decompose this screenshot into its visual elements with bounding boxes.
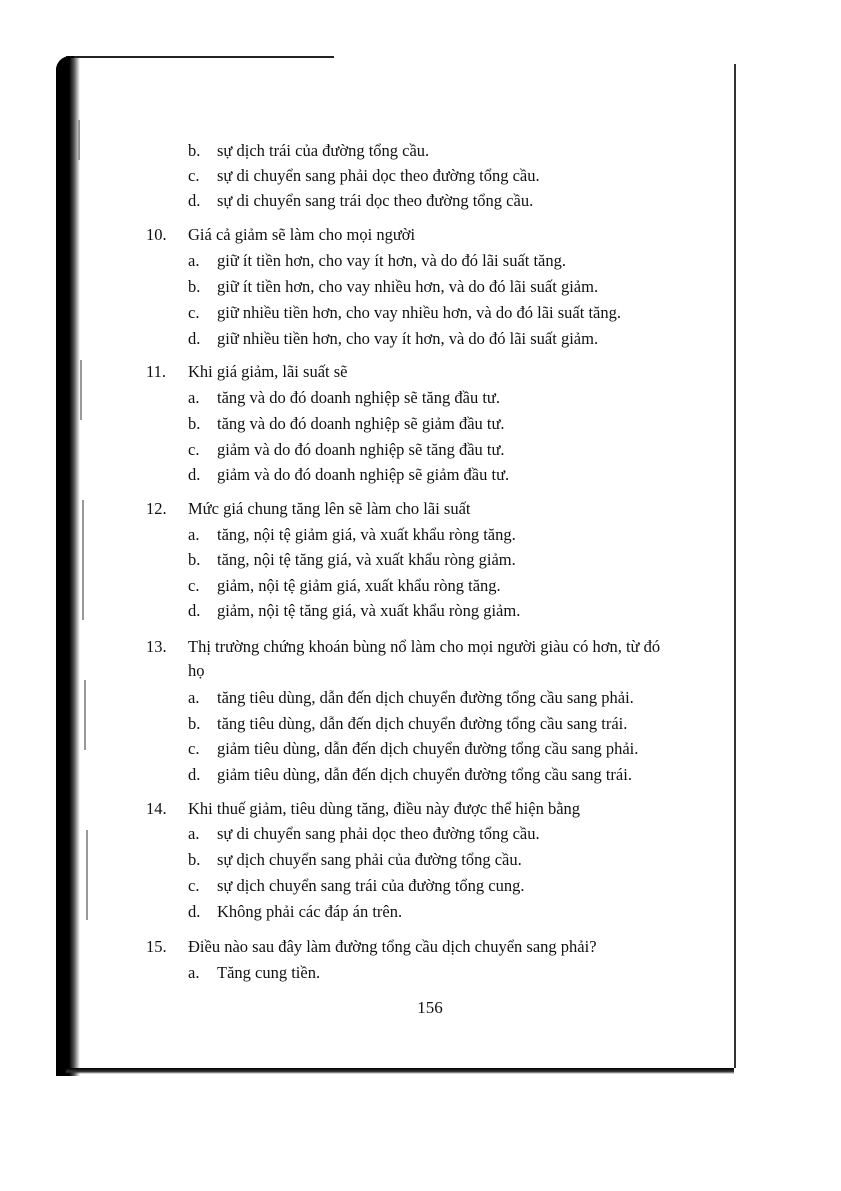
question-number: 12. <box>146 499 167 518</box>
option-letter: a. <box>188 525 200 544</box>
option-letter: b. <box>188 850 201 869</box>
option-text: sự dịch trái của đường tổng cầu. <box>217 141 430 160</box>
binding-shadow <box>56 58 80 1076</box>
option-text: Tăng cung tiền. <box>217 963 321 982</box>
option-text: tăng tiêu dùng, dẫn đến dịch chuyển đường tổng cầu sang trái. <box>217 714 628 733</box>
option-letter: d. <box>188 601 201 620</box>
scan-speck <box>82 500 84 620</box>
option-text: giảm và do đó doanh nghiệp sẽ giảm đầu tư. <box>217 465 510 484</box>
option-letter: c. <box>188 166 200 185</box>
option-letter: c. <box>188 876 200 895</box>
option-letter: b. <box>188 277 201 296</box>
question-text: Khi thuế giảm, tiêu dùng tăng, điều này được thể hiện bằng <box>188 799 581 818</box>
option-letter: c. <box>188 440 200 459</box>
option-letter: c. <box>188 303 200 322</box>
bottom-border-line <box>66 1068 734 1074</box>
option-text: tăng tiêu dùng, dẫn đến dịch chuyển đường tổng cầu sang phải. <box>217 688 634 707</box>
option-letter: c. <box>188 739 200 758</box>
option-text: sự di chuyển sang phải dọc theo đường tổng cầu. <box>217 824 540 843</box>
option-text: giảm và do đó doanh nghiệp sẽ tăng đầu tư. <box>217 440 505 459</box>
page-number: 156 <box>417 998 443 1017</box>
question-text: Giá cả giảm sẽ làm cho mọi người <box>188 225 416 244</box>
option-letter: d. <box>188 329 201 348</box>
option-text: tăng và do đó doanh nghiệp sẽ giảm đầu tư. <box>217 414 505 433</box>
question-text: Khi giá giảm, lãi suất sẽ <box>188 362 348 381</box>
option-letter: a. <box>188 688 200 707</box>
option-letter: c. <box>188 576 200 595</box>
option-letter: d. <box>188 465 201 484</box>
option-letter: a. <box>188 824 200 843</box>
right-margin-line <box>734 64 736 1068</box>
option-letter: a. <box>188 963 200 982</box>
option-text: giữ ít tiền hơn, cho vay ít hơn, và do đó lãi suất tăng. <box>217 251 567 270</box>
option-letter: b. <box>188 550 201 569</box>
question-text: Thị trường chứng khoán bùng nổ làm cho mọi người giàu có hơn, từ đó <box>188 637 661 656</box>
top-border-line <box>66 56 334 58</box>
option-letter: a. <box>188 388 200 407</box>
question-text: Điều nào sau đây làm đường tổng cầu dịch chuyển sang phải? <box>188 937 597 956</box>
option-letter: d. <box>188 902 201 921</box>
option-text: sự dịch chuyển sang phải của đường tổng cầu. <box>217 850 522 869</box>
option-text: tăng, nội tệ tăng giá, và xuất khẩu ròng giảm. <box>217 550 516 569</box>
question-number: 11. <box>146 362 167 381</box>
question-number: 10. <box>146 225 167 244</box>
scan-speck <box>84 680 86 750</box>
question-text: họ <box>188 661 205 680</box>
option-text: tăng, nội tệ giảm giá, và xuất khẩu ròng tăng. <box>217 525 516 544</box>
option-letter: b. <box>188 414 201 433</box>
option-text: sự di chuyển sang trái dọc theo đường tổng cầu. <box>217 191 534 210</box>
option-letter: b. <box>188 141 201 160</box>
question-number: 13. <box>146 637 167 656</box>
option-text: giữ nhiều tiền hơn, cho vay nhiều hơn, và do đó lãi suất tăng. <box>217 303 621 322</box>
option-text: giữ nhiều tiền hơn, cho vay ít hơn, và do đó lãi suất giảm. <box>217 329 599 348</box>
option-text: giảm tiêu dùng, dẫn đến dịch chuyển đường tổng cầu sang phải. <box>217 739 639 758</box>
option-text: giữ ít tiền hơn, cho vay nhiều hơn, và do đó lãi suất giảm. <box>217 277 599 296</box>
option-text: giảm, nội tệ tăng giá, và xuất khẩu ròng giảm. <box>217 601 521 620</box>
scan-speck <box>78 120 80 160</box>
option-text: giảm, nội tệ giảm giá, xuất khẩu ròng tăng. <box>217 576 501 595</box>
question-number: 14. <box>146 799 167 818</box>
option-letter: b. <box>188 714 201 733</box>
question-number: 15. <box>146 937 167 956</box>
option-text: sự di chuyển sang phải dọc theo đường tổng cầu. <box>217 166 540 185</box>
scan-speck <box>80 360 82 420</box>
scan-speck <box>86 830 88 920</box>
option-text: Không phải các đáp án trên. <box>217 902 403 921</box>
option-letter: d. <box>188 765 201 784</box>
option-text: giảm tiêu dùng, dẫn đến dịch chuyển đường tổng cầu sang trái. <box>217 765 632 784</box>
question-text: Mức giá chung tăng lên sẽ làm cho lãi suất <box>188 499 471 518</box>
option-letter: a. <box>188 251 200 270</box>
option-letter: d. <box>188 191 201 210</box>
option-text: tăng và do đó doanh nghiệp sẽ tăng đầu tư. <box>217 388 500 407</box>
option-text: sự dịch chuyển sang trái của đường tổng cung. <box>217 876 525 895</box>
